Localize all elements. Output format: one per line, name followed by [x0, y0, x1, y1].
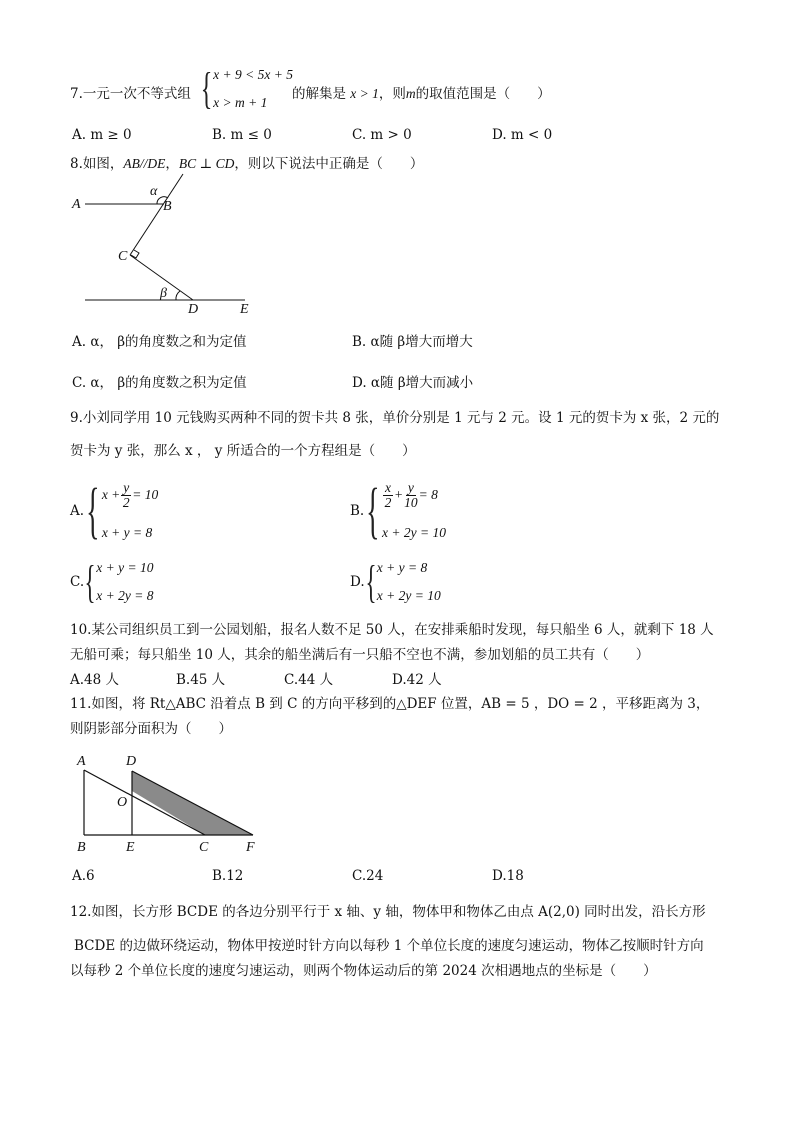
q9-a-eq2: x + y = 8: [101, 525, 153, 540]
q9-option-d-label: D.: [350, 574, 365, 590]
q8-label-d: D: [188, 302, 199, 317]
brace-icon: {: [86, 477, 100, 545]
q8-label-beta: β: [160, 286, 167, 301]
brace-icon: {: [365, 556, 377, 607]
q8-expr-perpendicular: BC ⊥ CD: [178, 156, 235, 171]
q7-suffix: [292, 82, 551, 102]
q8-label-e: E: [240, 302, 249, 317]
q7-inequality-1: x + 9 < 5x + 5: [213, 67, 293, 82]
q9-d-eq1: x + y = 8: [376, 560, 428, 575]
q10-option-a[interactable]: A.48 人: [70, 672, 120, 688]
q9-d-eq2: x + 2y = 10: [376, 588, 441, 603]
q11-option-d[interactable]: D.18: [492, 868, 524, 884]
q7-inequality-2: x > m + 1: [213, 95, 268, 110]
q11-label-o: O: [117, 795, 128, 810]
q9-a-eq1-part: x +: [101, 486, 121, 502]
q11-figure: [60, 745, 280, 860]
q11-label-d: D: [126, 754, 137, 769]
q7-inequality-system: [196, 66, 293, 112]
q11-label-c: C: [199, 840, 209, 855]
q8-figure: [60, 170, 280, 320]
q8-option-a[interactable]: A. α， β的角度数之和为定值: [72, 334, 247, 350]
q9-b-den1: 2: [384, 495, 392, 511]
q10-line-1: 10.某公司组织员工到一公园划船，报名人数不足 50 人，在安排乘船时发现，每只船坐 6 人，就剩下 18 人: [70, 622, 714, 638]
q11-label-b: B: [77, 840, 86, 855]
q9-option-d[interactable]: [350, 558, 441, 606]
q8-stem-a: 8.如图，: [70, 156, 124, 172]
q9-c-eq1: x + y = 10: [96, 560, 154, 575]
q12-line-3: 以每秒 2 个单位长度的速度匀速运动，则两个物体运动后的第 2024 次相遇地点的坐标是（ ）: [70, 963, 657, 979]
q9-option-b-label: B.: [350, 503, 365, 519]
q9-b-eq1-rhs: = 8: [418, 486, 438, 502]
q9-option-c-label: C.: [70, 574, 85, 590]
q9-b-num2: y: [407, 480, 414, 495]
q10-option-b[interactable]: B.45 人: [176, 672, 226, 688]
q9-line-1: 9.小刘同学用 10 元钱购买两种不同的贺卡共 8 张，单价分别是 1 元与 2 元。设 1 元的贺卡为 x 张，2 元的: [70, 410, 720, 426]
q10-option-c[interactable]: C.44 人: [284, 672, 334, 688]
brace-icon: {: [366, 477, 380, 545]
q8-label-alpha: α: [150, 184, 158, 199]
q11-option-b[interactable]: B.12: [212, 868, 244, 884]
q9-option-c[interactable]: [70, 558, 153, 606]
q12-line-1: 12.如图，长方形 BCDE 的各边分别平行于 x 轴、y 轴，物体甲和物体乙由点 A(2,0) 同时出发，沿长方形: [70, 904, 706, 920]
q8-option-c[interactable]: C. α， β的角度数之积为定值: [72, 375, 247, 391]
q7-suffix-a: 的解集是: [292, 86, 346, 102]
q8-sep: ，: [165, 156, 179, 172]
q9-b-eq2: x + 2y = 10: [381, 525, 446, 540]
q8-expr-parallel: AB//DE: [123, 156, 166, 171]
q9-option-a-label: A.: [70, 503, 85, 519]
q11-line-2: 则阴影部分面积为（ ）: [70, 721, 232, 737]
q11-option-c[interactable]: C.24: [352, 868, 384, 884]
q7-suffix-c: 的取值范围是（ ）: [415, 86, 551, 102]
q9-b-plus: +: [393, 486, 404, 502]
q7-option-d[interactable]: D. m < 0: [492, 127, 553, 143]
q9-a-eq1-rhs: = 10: [132, 486, 159, 502]
q9-option-a[interactable]: [70, 477, 159, 545]
q8-label-c: C: [118, 249, 128, 264]
q9-a-num: y: [123, 480, 130, 495]
q10-line-2: 无船可乘；每只船坐 10 人，其余的船坐满后有一只船不空也不满，参加划船的员工共有（ ）: [70, 647, 650, 663]
q11-option-a[interactable]: A.6: [72, 868, 95, 884]
q9-a-den: 2: [122, 495, 130, 511]
q11-label-f: F: [246, 840, 255, 855]
q11-line-1: 11.如图，将 Rt△ABC 沿着点 B 到 C 的方向平移到的△DEF 位置，AB = 5 ，DO = 2 ，平移距离为 3，: [70, 696, 710, 712]
q8-option-b[interactable]: B. α随 β增大而增大: [352, 334, 473, 350]
q7-condition: x > 1: [350, 86, 379, 101]
q11-label-e: E: [126, 840, 135, 855]
q7-var: m: [405, 86, 416, 101]
q7-prefix: 7.一元一次不等式组: [70, 86, 191, 102]
q9-line-2: 贺卡为 y 张，那么 x ， y 所适合的一个方程组是（ ）: [70, 443, 416, 459]
q9-c-eq2: x + 2y = 8: [96, 588, 154, 603]
brace-icon: {: [84, 556, 96, 607]
q7-option-b[interactable]: B. m ≤ 0: [212, 127, 272, 143]
q12-line-2: BCDE 的边做环绕运动，物体甲按逆时针方向以每秒 1 个单位长度的速度匀速运动，物体乙按顺时针方向: [74, 938, 704, 954]
q7-option-c[interactable]: C. m > 0: [352, 127, 412, 143]
q8-stem: [70, 152, 423, 172]
q7-suffix-b: ，则: [378, 86, 406, 102]
q8-option-d[interactable]: D. α随 β增大而减小: [352, 375, 474, 391]
q8-stem-b: ，则以下说法中正确是（ ）: [234, 156, 424, 172]
q8-label-b: B: [163, 199, 172, 214]
q9-b-den2: 10: [404, 495, 418, 511]
brace-icon: {: [200, 64, 213, 113]
q8-label-a: A: [72, 197, 81, 212]
q10-option-d[interactable]: D.42 人: [392, 672, 442, 688]
q7-option-a[interactable]: A. m ≥ 0: [72, 127, 132, 143]
q9-option-b[interactable]: [350, 477, 446, 545]
q11-label-a: A: [77, 754, 86, 769]
q9-b-num1: x: [384, 480, 391, 495]
